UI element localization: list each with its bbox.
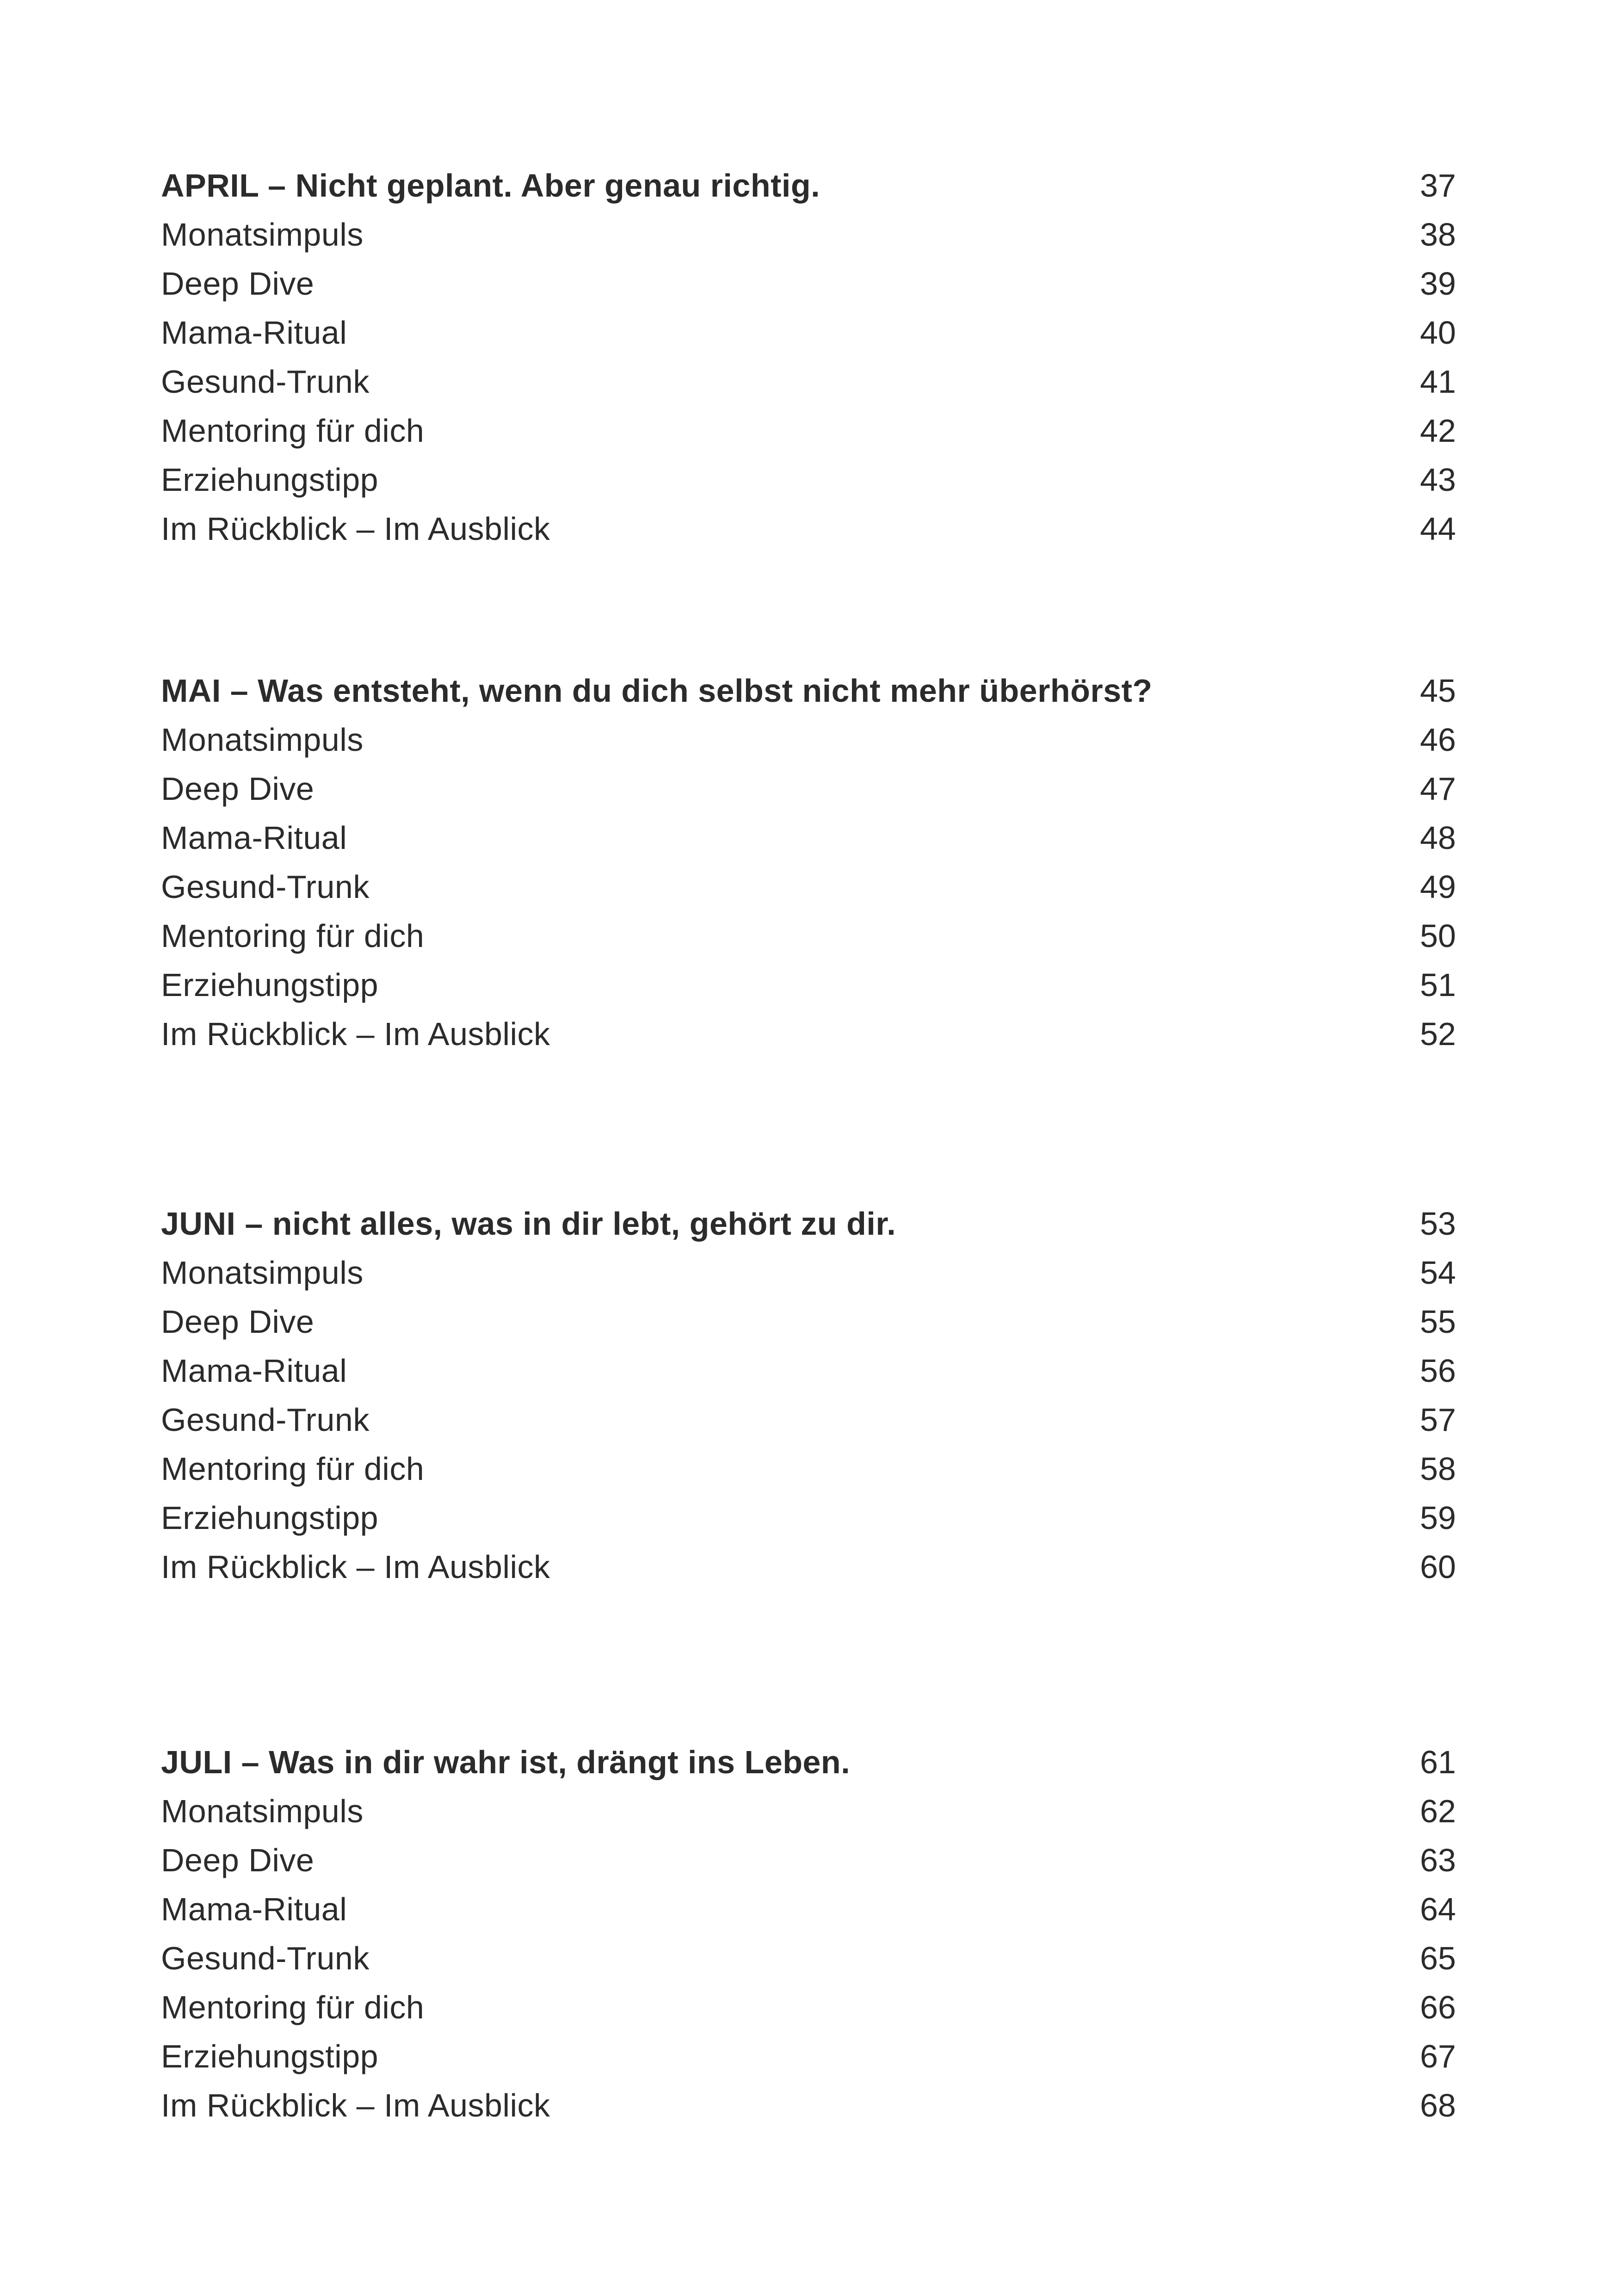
toc-section-april <box>161 161 1456 553</box>
toc-entry[interactable] <box>161 1395 1456 1444</box>
toc-page-number: 50 <box>1420 918 1456 954</box>
toc-page-number: 61 <box>1420 1744 1456 1780</box>
toc-entry-label: Deep Dive <box>161 266 315 302</box>
toc-entry[interactable] <box>161 960 1456 1009</box>
toc-entry[interactable] <box>161 2032 1456 2081</box>
toc-entry-label: Gesund-Trunk <box>161 1940 370 1976</box>
toc-heading-row[interactable] <box>161 1199 1456 1248</box>
toc-entry-label: Mama-Ritual <box>161 1353 347 1389</box>
toc-heading-row[interactable] <box>161 666 1456 715</box>
toc-page-number: 37 <box>1420 167 1456 204</box>
toc-entry-label: Erziehungstipp <box>161 462 379 498</box>
toc-entry-label: Mentoring für dich <box>161 413 425 449</box>
toc-entry[interactable] <box>161 1297 1456 1346</box>
toc-entry-label: Mentoring für dich <box>161 918 425 954</box>
toc-heading-row[interactable] <box>161 1738 1456 1787</box>
toc-page-number: 46 <box>1420 722 1456 758</box>
toc-entry-label: Monatsimpuls <box>161 1793 364 1829</box>
toc-page-number: 51 <box>1420 967 1456 1003</box>
toc-entry-label: Mentoring für dich <box>161 1989 425 2025</box>
toc-page-number: 47 <box>1420 771 1456 807</box>
toc-entry[interactable] <box>161 813 1456 862</box>
toc-entry-label: Deep Dive <box>161 771 315 807</box>
toc-heading-row[interactable] <box>161 161 1456 210</box>
toc-entry-label: Gesund-Trunk <box>161 364 370 400</box>
toc-entry[interactable] <box>161 862 1456 911</box>
toc-page-number: 39 <box>1420 266 1456 302</box>
toc-entry-label: Deep Dive <box>161 1304 315 1340</box>
toc-entry-label: Mama-Ritual <box>161 315 347 351</box>
toc-entry[interactable] <box>161 1934 1456 1983</box>
toc-entry[interactable] <box>161 357 1456 406</box>
toc-entry-label: Erziehungstipp <box>161 1500 379 1536</box>
toc-entry-label: Im Rückblick – Im Ausblick <box>161 511 550 547</box>
toc-page-number: 60 <box>1420 1549 1456 1585</box>
toc-page-number: 54 <box>1420 1255 1456 1291</box>
toc-entry[interactable] <box>161 259 1456 308</box>
toc-entry[interactable] <box>161 504 1456 553</box>
toc-entry-label: Deep Dive <box>161 1842 315 1878</box>
toc-entry-label: Im Rückblick – Im Ausblick <box>161 1016 550 1052</box>
toc-entry[interactable] <box>161 308 1456 357</box>
toc-entry[interactable] <box>161 1444 1456 1493</box>
toc-entry-label: Erziehungstipp <box>161 2038 379 2074</box>
toc-entry[interactable] <box>161 1787 1456 1836</box>
toc-heading-title: JULI – Was in dir wahr ist, drängt ins Leben. <box>161 1744 851 1780</box>
toc-entry-label: Mentoring für dich <box>161 1451 425 1487</box>
toc-page-number: 62 <box>1420 1793 1456 1829</box>
toc-entry[interactable] <box>161 1493 1456 1542</box>
toc-entry-label: Im Rückblick – Im Ausblick <box>161 2087 550 2123</box>
toc-entry[interactable] <box>161 764 1456 813</box>
toc-section-mai <box>161 666 1456 1058</box>
toc-page-number: 56 <box>1420 1353 1456 1389</box>
toc-page-number: 42 <box>1420 413 1456 449</box>
toc-entry-label: Erziehungstipp <box>161 967 379 1003</box>
toc-section-juli <box>161 1738 1456 2130</box>
toc-page-number: 41 <box>1420 364 1456 400</box>
toc-page-number: 67 <box>1420 2038 1456 2074</box>
toc-page-number: 58 <box>1420 1451 1456 1487</box>
toc-heading-title: APRIL – Nicht geplant. Aber genau richtig. <box>161 167 820 204</box>
toc-heading-title: JUNI – nicht alles, was in dir lebt, gehört zu dir. <box>161 1206 896 1242</box>
toc-entry-label: Gesund-Trunk <box>161 1402 370 1438</box>
toc-page-number: 68 <box>1420 2087 1456 2123</box>
toc-entry-label: Mama-Ritual <box>161 1891 347 1927</box>
toc-page-number: 40 <box>1420 315 1456 351</box>
toc-page-number: 48 <box>1420 820 1456 856</box>
toc-entry[interactable] <box>161 1009 1456 1058</box>
toc-page-number: 44 <box>1420 511 1456 547</box>
toc-entry[interactable] <box>161 455 1456 504</box>
toc-entry[interactable] <box>161 2081 1456 2130</box>
toc-entry[interactable] <box>161 1836 1456 1885</box>
toc-entry-label: Monatsimpuls <box>161 217 364 253</box>
toc-entry-label: Monatsimpuls <box>161 722 364 758</box>
toc-page-number: 43 <box>1420 462 1456 498</box>
toc-entry-label: Monatsimpuls <box>161 1255 364 1291</box>
toc-page-number: 55 <box>1420 1304 1456 1340</box>
toc-entry[interactable] <box>161 1983 1456 2032</box>
toc-entry[interactable] <box>161 1248 1456 1297</box>
toc-entry[interactable] <box>161 210 1456 259</box>
toc-page-number: 59 <box>1420 1500 1456 1536</box>
toc-entry[interactable] <box>161 1346 1456 1395</box>
toc-entry-label: Mama-Ritual <box>161 820 347 856</box>
toc-entry[interactable] <box>161 911 1456 960</box>
toc-page-number: 53 <box>1420 1206 1456 1242</box>
toc-page-number: 63 <box>1420 1842 1456 1878</box>
toc-heading-title: MAI – Was entsteht, wenn du dich selbst nicht mehr überhörst? <box>161 673 1153 709</box>
toc-entry-label: Im Rückblick – Im Ausblick <box>161 1549 550 1585</box>
toc-page-number: 49 <box>1420 869 1456 905</box>
toc-page-number: 64 <box>1420 1891 1456 1927</box>
toc-page-number: 65 <box>1420 1940 1456 1976</box>
toc-entry-label: Gesund-Trunk <box>161 869 370 905</box>
toc-entry[interactable] <box>161 715 1456 764</box>
toc-entry[interactable] <box>161 1885 1456 1934</box>
toc-section-juni <box>161 1199 1456 1591</box>
toc-entry[interactable] <box>161 1542 1456 1591</box>
toc-page-number: 38 <box>1420 217 1456 253</box>
toc-page-number: 52 <box>1420 1016 1456 1052</box>
toc-page-number: 66 <box>1420 1989 1456 2025</box>
toc-entry[interactable] <box>161 406 1456 455</box>
toc-page-number: 57 <box>1420 1402 1456 1438</box>
toc-page-number: 45 <box>1420 673 1456 709</box>
